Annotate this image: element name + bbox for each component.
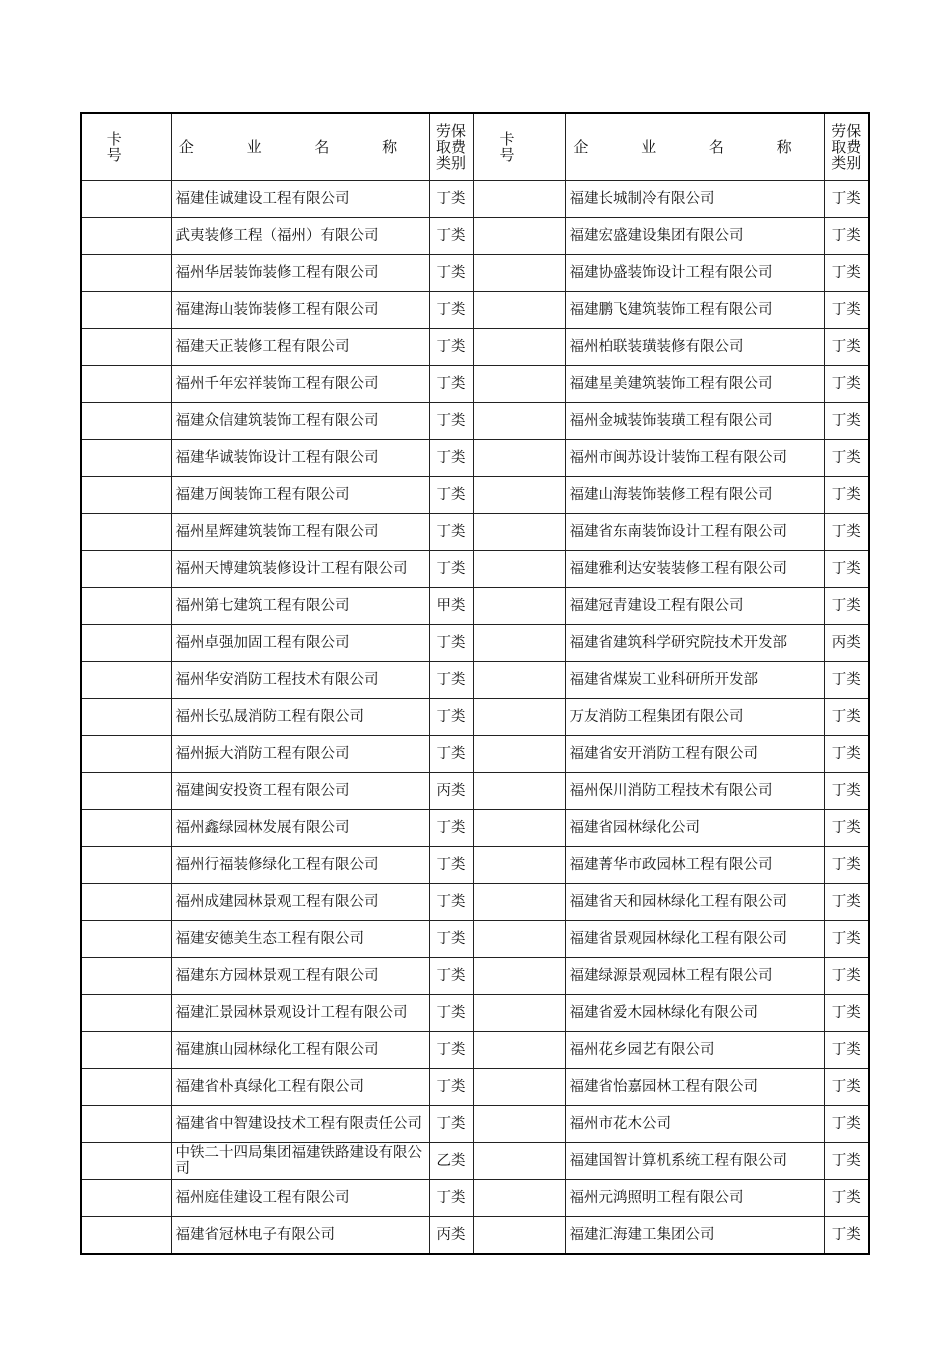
card-number-left bbox=[81, 810, 171, 847]
card-number-right bbox=[473, 884, 565, 921]
table-row bbox=[81, 181, 869, 218]
fee-class-left: 丁类 bbox=[429, 329, 473, 366]
fee-class-right: 丁类 bbox=[824, 995, 869, 1032]
card-number-left bbox=[81, 1032, 171, 1069]
enterprise-table bbox=[80, 112, 870, 1255]
company-name-right: 福建鹏飞建筑装饰工程有限公司 bbox=[565, 292, 824, 329]
table-row bbox=[81, 403, 869, 440]
fee-class-right: 丁类 bbox=[824, 1106, 869, 1143]
table-row bbox=[81, 1069, 869, 1106]
table-row bbox=[81, 884, 869, 921]
card-number-right bbox=[473, 662, 565, 699]
table-row bbox=[81, 625, 869, 662]
header-class-left: 劳保取费类别 bbox=[429, 113, 473, 181]
card-number-right bbox=[473, 810, 565, 847]
fee-class-left: 丁类 bbox=[429, 921, 473, 958]
company-name-left: 福建闽安投资工程有限公司 bbox=[171, 773, 429, 810]
company-name-left: 福州华安消防工程技术有限公司 bbox=[171, 662, 429, 699]
fee-class-left: 丁类 bbox=[429, 366, 473, 403]
card-number-left bbox=[81, 773, 171, 810]
card-number-right bbox=[473, 847, 565, 884]
card-number-left bbox=[81, 736, 171, 773]
company-name-right: 福建山海装饰装修工程有限公司 bbox=[565, 477, 824, 514]
card-number-left bbox=[81, 514, 171, 551]
company-name-left: 福建省朴真绿化工程有限公司 bbox=[171, 1069, 429, 1106]
card-number-right bbox=[473, 1106, 565, 1143]
card-number-right bbox=[473, 1069, 565, 1106]
card-number-left bbox=[81, 292, 171, 329]
company-name-right: 福建省爱木园林绿化有限公司 bbox=[565, 995, 824, 1032]
fee-class-left: 丁类 bbox=[429, 218, 473, 255]
fee-class-left: 乙类 bbox=[429, 1143, 473, 1180]
card-number-left bbox=[81, 847, 171, 884]
card-number-left bbox=[81, 181, 171, 218]
company-name-left: 福州卓强加固工程有限公司 bbox=[171, 625, 429, 662]
company-name-left: 福建众信建筑装饰工程有限公司 bbox=[171, 403, 429, 440]
company-name-right: 福州元鸿照明工程有限公司 bbox=[565, 1180, 824, 1217]
fee-class-left: 丁类 bbox=[429, 1106, 473, 1143]
card-number-right bbox=[473, 329, 565, 366]
fee-class-left: 丁类 bbox=[429, 884, 473, 921]
company-name-left: 福州庭佳建设工程有限公司 bbox=[171, 1180, 429, 1217]
company-name-left: 福州天博建筑装修设计工程有限公司 bbox=[171, 551, 429, 588]
fee-class-right: 丁类 bbox=[824, 181, 869, 218]
company-name-right: 福建国智计算机系统工程有限公司 bbox=[565, 1143, 824, 1180]
card-number-right bbox=[473, 440, 565, 477]
company-name-right: 福建冠青建设工程有限公司 bbox=[565, 588, 824, 625]
company-name-left: 福建海山装饰装修工程有限公司 bbox=[171, 292, 429, 329]
fee-class-left: 丁类 bbox=[429, 662, 473, 699]
company-name-right: 福州保川消防工程技术有限公司 bbox=[565, 773, 824, 810]
company-name-right: 福建省建筑科学研究院技术开发部 bbox=[565, 625, 824, 662]
table-row bbox=[81, 921, 869, 958]
company-name-right: 福州市花木公司 bbox=[565, 1106, 824, 1143]
fee-class-right: 丁类 bbox=[824, 218, 869, 255]
fee-class-right: 丁类 bbox=[824, 292, 869, 329]
table-row bbox=[81, 329, 869, 366]
company-name-left: 福建旗山园林绿化工程有限公司 bbox=[171, 1032, 429, 1069]
card-number-left bbox=[81, 1143, 171, 1180]
company-name-right: 福建省园林绿化公司 bbox=[565, 810, 824, 847]
company-name-left: 福州鑫绿园林发展有限公司 bbox=[171, 810, 429, 847]
table-body bbox=[81, 113, 869, 1254]
card-number-left bbox=[81, 1106, 171, 1143]
card-number-right bbox=[473, 773, 565, 810]
table-row bbox=[81, 514, 869, 551]
fee-class-left: 丁类 bbox=[429, 255, 473, 292]
company-name-left: 武夷装修工程（福州）有限公司 bbox=[171, 218, 429, 255]
company-name-right: 福建宏盛建设集团有限公司 bbox=[565, 218, 824, 255]
card-number-right bbox=[473, 366, 565, 403]
company-name-left: 福州千年宏祥装饰工程有限公司 bbox=[171, 366, 429, 403]
fee-class-left: 丙类 bbox=[429, 773, 473, 810]
fee-class-left: 甲类 bbox=[429, 588, 473, 625]
table-row bbox=[81, 847, 869, 884]
table-row bbox=[81, 477, 869, 514]
table-row bbox=[81, 810, 869, 847]
card-number-left bbox=[81, 366, 171, 403]
header-card-right: 卡 号 bbox=[473, 113, 565, 181]
company-name-right: 福州市闽苏设计装饰工程有限公司 bbox=[565, 440, 824, 477]
card-number-right bbox=[473, 995, 565, 1032]
card-number-right bbox=[473, 699, 565, 736]
card-number-right bbox=[473, 1180, 565, 1217]
card-number-right bbox=[473, 588, 565, 625]
card-number-left bbox=[81, 403, 171, 440]
card-number-left bbox=[81, 884, 171, 921]
company-name-right: 福建汇海建工集团公司 bbox=[565, 1217, 824, 1255]
fee-class-left: 丁类 bbox=[429, 181, 473, 218]
company-name-left: 福建万闽装饰工程有限公司 bbox=[171, 477, 429, 514]
fee-class-left: 丁类 bbox=[429, 736, 473, 773]
company-name-left: 福建天正装修工程有限公司 bbox=[171, 329, 429, 366]
fee-class-right: 丁类 bbox=[824, 1143, 869, 1180]
card-number-left bbox=[81, 699, 171, 736]
card-number-right bbox=[473, 921, 565, 958]
card-number-right bbox=[473, 551, 565, 588]
fee-class-left: 丁类 bbox=[429, 1180, 473, 1217]
card-number-right bbox=[473, 403, 565, 440]
fee-class-left: 丁类 bbox=[429, 810, 473, 847]
fee-class-right: 丁类 bbox=[824, 588, 869, 625]
card-number-right bbox=[473, 181, 565, 218]
company-name-right: 福建雅利达安装装修工程有限公司 bbox=[565, 551, 824, 588]
fee-class-left: 丁类 bbox=[429, 477, 473, 514]
fee-class-left: 丙类 bbox=[429, 1217, 473, 1255]
fee-class-right: 丁类 bbox=[824, 477, 869, 514]
fee-class-right: 丁类 bbox=[824, 1032, 869, 1069]
card-number-right bbox=[473, 736, 565, 773]
company-name-left: 福州第七建筑工程有限公司 bbox=[171, 588, 429, 625]
company-name-left: 福州长弘晟消防工程有限公司 bbox=[171, 699, 429, 736]
card-number-right bbox=[473, 255, 565, 292]
company-name-left: 福建华诚装饰设计工程有限公司 bbox=[171, 440, 429, 477]
fee-class-left: 丁类 bbox=[429, 847, 473, 884]
card-number-right bbox=[473, 292, 565, 329]
company-name-right: 福州柏联装璜装修有限公司 bbox=[565, 329, 824, 366]
table-row bbox=[81, 366, 869, 403]
fee-class-right: 丁类 bbox=[824, 958, 869, 995]
card-number-left bbox=[81, 958, 171, 995]
card-number-left bbox=[81, 1069, 171, 1106]
card-number-left bbox=[81, 440, 171, 477]
fee-class-left: 丁类 bbox=[429, 995, 473, 1032]
table-row bbox=[81, 662, 869, 699]
card-number-left bbox=[81, 662, 171, 699]
company-name-left: 福州华居装饰装修工程有限公司 bbox=[171, 255, 429, 292]
fee-class-left: 丁类 bbox=[429, 1069, 473, 1106]
company-name-left: 福建东方园林景观工程有限公司 bbox=[171, 958, 429, 995]
card-number-left bbox=[81, 255, 171, 292]
fee-class-right: 丁类 bbox=[824, 699, 869, 736]
card-number-right bbox=[473, 477, 565, 514]
fee-class-right: 丁类 bbox=[824, 551, 869, 588]
fee-class-right: 丁类 bbox=[824, 255, 869, 292]
company-name-left: 福建省冠林电子有限公司 bbox=[171, 1217, 429, 1255]
card-number-right bbox=[473, 1143, 565, 1180]
fee-class-left: 丁类 bbox=[429, 292, 473, 329]
card-number-left bbox=[81, 921, 171, 958]
table-row bbox=[81, 292, 869, 329]
company-name-left: 福建安德美生态工程有限公司 bbox=[171, 921, 429, 958]
fee-class-right: 丁类 bbox=[824, 736, 869, 773]
fee-class-right: 丁类 bbox=[824, 1217, 869, 1255]
fee-class-left: 丁类 bbox=[429, 625, 473, 662]
card-number-right bbox=[473, 1217, 565, 1255]
fee-class-right: 丁类 bbox=[824, 810, 869, 847]
card-number-left bbox=[81, 625, 171, 662]
company-name-right: 福州花乡园艺有限公司 bbox=[565, 1032, 824, 1069]
card-number-left bbox=[81, 329, 171, 366]
company-name-right: 福建星美建筑装饰工程有限公司 bbox=[565, 366, 824, 403]
company-name-left: 福建佳诚建设工程有限公司 bbox=[171, 181, 429, 218]
card-number-left bbox=[81, 218, 171, 255]
table-row bbox=[81, 551, 869, 588]
fee-class-right: 丁类 bbox=[824, 329, 869, 366]
card-number-left bbox=[81, 995, 171, 1032]
company-name-right: 万友消防工程集团有限公司 bbox=[565, 699, 824, 736]
header-class-right: 劳保取费类别 bbox=[824, 113, 869, 181]
table-row bbox=[81, 440, 869, 477]
company-name-right: 福建省景观园林绿化工程有限公司 bbox=[565, 921, 824, 958]
company-name-right: 福建省天和园林绿化工程有限公司 bbox=[565, 884, 824, 921]
company-name-right: 福建绿源景观园林工程有限公司 bbox=[565, 958, 824, 995]
company-name-left: 福州星辉建筑装饰工程有限公司 bbox=[171, 514, 429, 551]
card-number-right bbox=[473, 958, 565, 995]
table-row bbox=[81, 995, 869, 1032]
company-name-left: 中铁二十四局集团福建铁路建设有限公司 bbox=[171, 1143, 429, 1180]
fee-class-right: 丁类 bbox=[824, 514, 869, 551]
header-name-left: 企 业 名 称 bbox=[171, 113, 429, 181]
company-name-right: 福建省煤炭工业科研所开发部 bbox=[565, 662, 824, 699]
fee-class-right: 丁类 bbox=[824, 440, 869, 477]
fee-class-right: 丁类 bbox=[824, 1069, 869, 1106]
table-row bbox=[81, 773, 869, 810]
company-name-left: 福州行福装修绿化工程有限公司 bbox=[171, 847, 429, 884]
table-row bbox=[81, 1032, 869, 1069]
fee-class-right: 丁类 bbox=[824, 773, 869, 810]
fee-class-left: 丁类 bbox=[429, 1032, 473, 1069]
fee-class-left: 丁类 bbox=[429, 514, 473, 551]
company-name-right: 福建协盛装饰设计工程有限公司 bbox=[565, 255, 824, 292]
table-row bbox=[81, 1143, 869, 1180]
table-row bbox=[81, 255, 869, 292]
fee-class-right: 丁类 bbox=[824, 884, 869, 921]
card-number-left bbox=[81, 1217, 171, 1255]
fee-class-right: 丁类 bbox=[824, 847, 869, 884]
fee-class-right: 丁类 bbox=[824, 366, 869, 403]
card-number-left bbox=[81, 477, 171, 514]
table-row bbox=[81, 218, 869, 255]
fee-class-right: 丙类 bbox=[824, 625, 869, 662]
card-number-right bbox=[473, 514, 565, 551]
card-number-right bbox=[473, 1032, 565, 1069]
fee-class-left: 丁类 bbox=[429, 958, 473, 995]
company-name-left: 福州振大消防工程有限公司 bbox=[171, 736, 429, 773]
company-name-left: 福建省中智建设技术工程有限责任公司 bbox=[171, 1106, 429, 1143]
table-row bbox=[81, 1106, 869, 1143]
company-name-right: 福建省怡嘉园林工程有限公司 bbox=[565, 1069, 824, 1106]
company-name-left: 福建汇景园林景观设计工程有限公司 bbox=[171, 995, 429, 1032]
header-name-right: 企 业 名 称 bbox=[565, 113, 824, 181]
fee-class-left: 丁类 bbox=[429, 440, 473, 477]
table-row bbox=[81, 1180, 869, 1217]
header-card-left: 卡 号 bbox=[81, 113, 171, 181]
company-name-right: 福建长城制冷有限公司 bbox=[565, 181, 824, 218]
table-row bbox=[81, 1217, 869, 1255]
company-name-left: 福州成建园林景观工程有限公司 bbox=[171, 884, 429, 921]
card-number-left bbox=[81, 588, 171, 625]
table-row bbox=[81, 958, 869, 995]
fee-class-right: 丁类 bbox=[824, 403, 869, 440]
company-name-right: 福建省东南装饰设计工程有限公司 bbox=[565, 514, 824, 551]
table-row bbox=[81, 588, 869, 625]
card-number-left bbox=[81, 1180, 171, 1217]
table-row bbox=[81, 736, 869, 773]
company-name-right: 福州金城装饰装璜工程有限公司 bbox=[565, 403, 824, 440]
card-number-right bbox=[473, 625, 565, 662]
fee-class-left: 丁类 bbox=[429, 699, 473, 736]
header-row bbox=[81, 113, 869, 181]
company-name-right: 福建菁华市政园林工程有限公司 bbox=[565, 847, 824, 884]
fee-class-right: 丁类 bbox=[824, 1180, 869, 1217]
table-row bbox=[81, 699, 869, 736]
fee-class-right: 丁类 bbox=[824, 662, 869, 699]
fee-class-left: 丁类 bbox=[429, 551, 473, 588]
company-name-right: 福建省安开消防工程有限公司 bbox=[565, 736, 824, 773]
fee-class-right: 丁类 bbox=[824, 921, 869, 958]
card-number-right bbox=[473, 218, 565, 255]
fee-class-left: 丁类 bbox=[429, 403, 473, 440]
card-number-left bbox=[81, 551, 171, 588]
